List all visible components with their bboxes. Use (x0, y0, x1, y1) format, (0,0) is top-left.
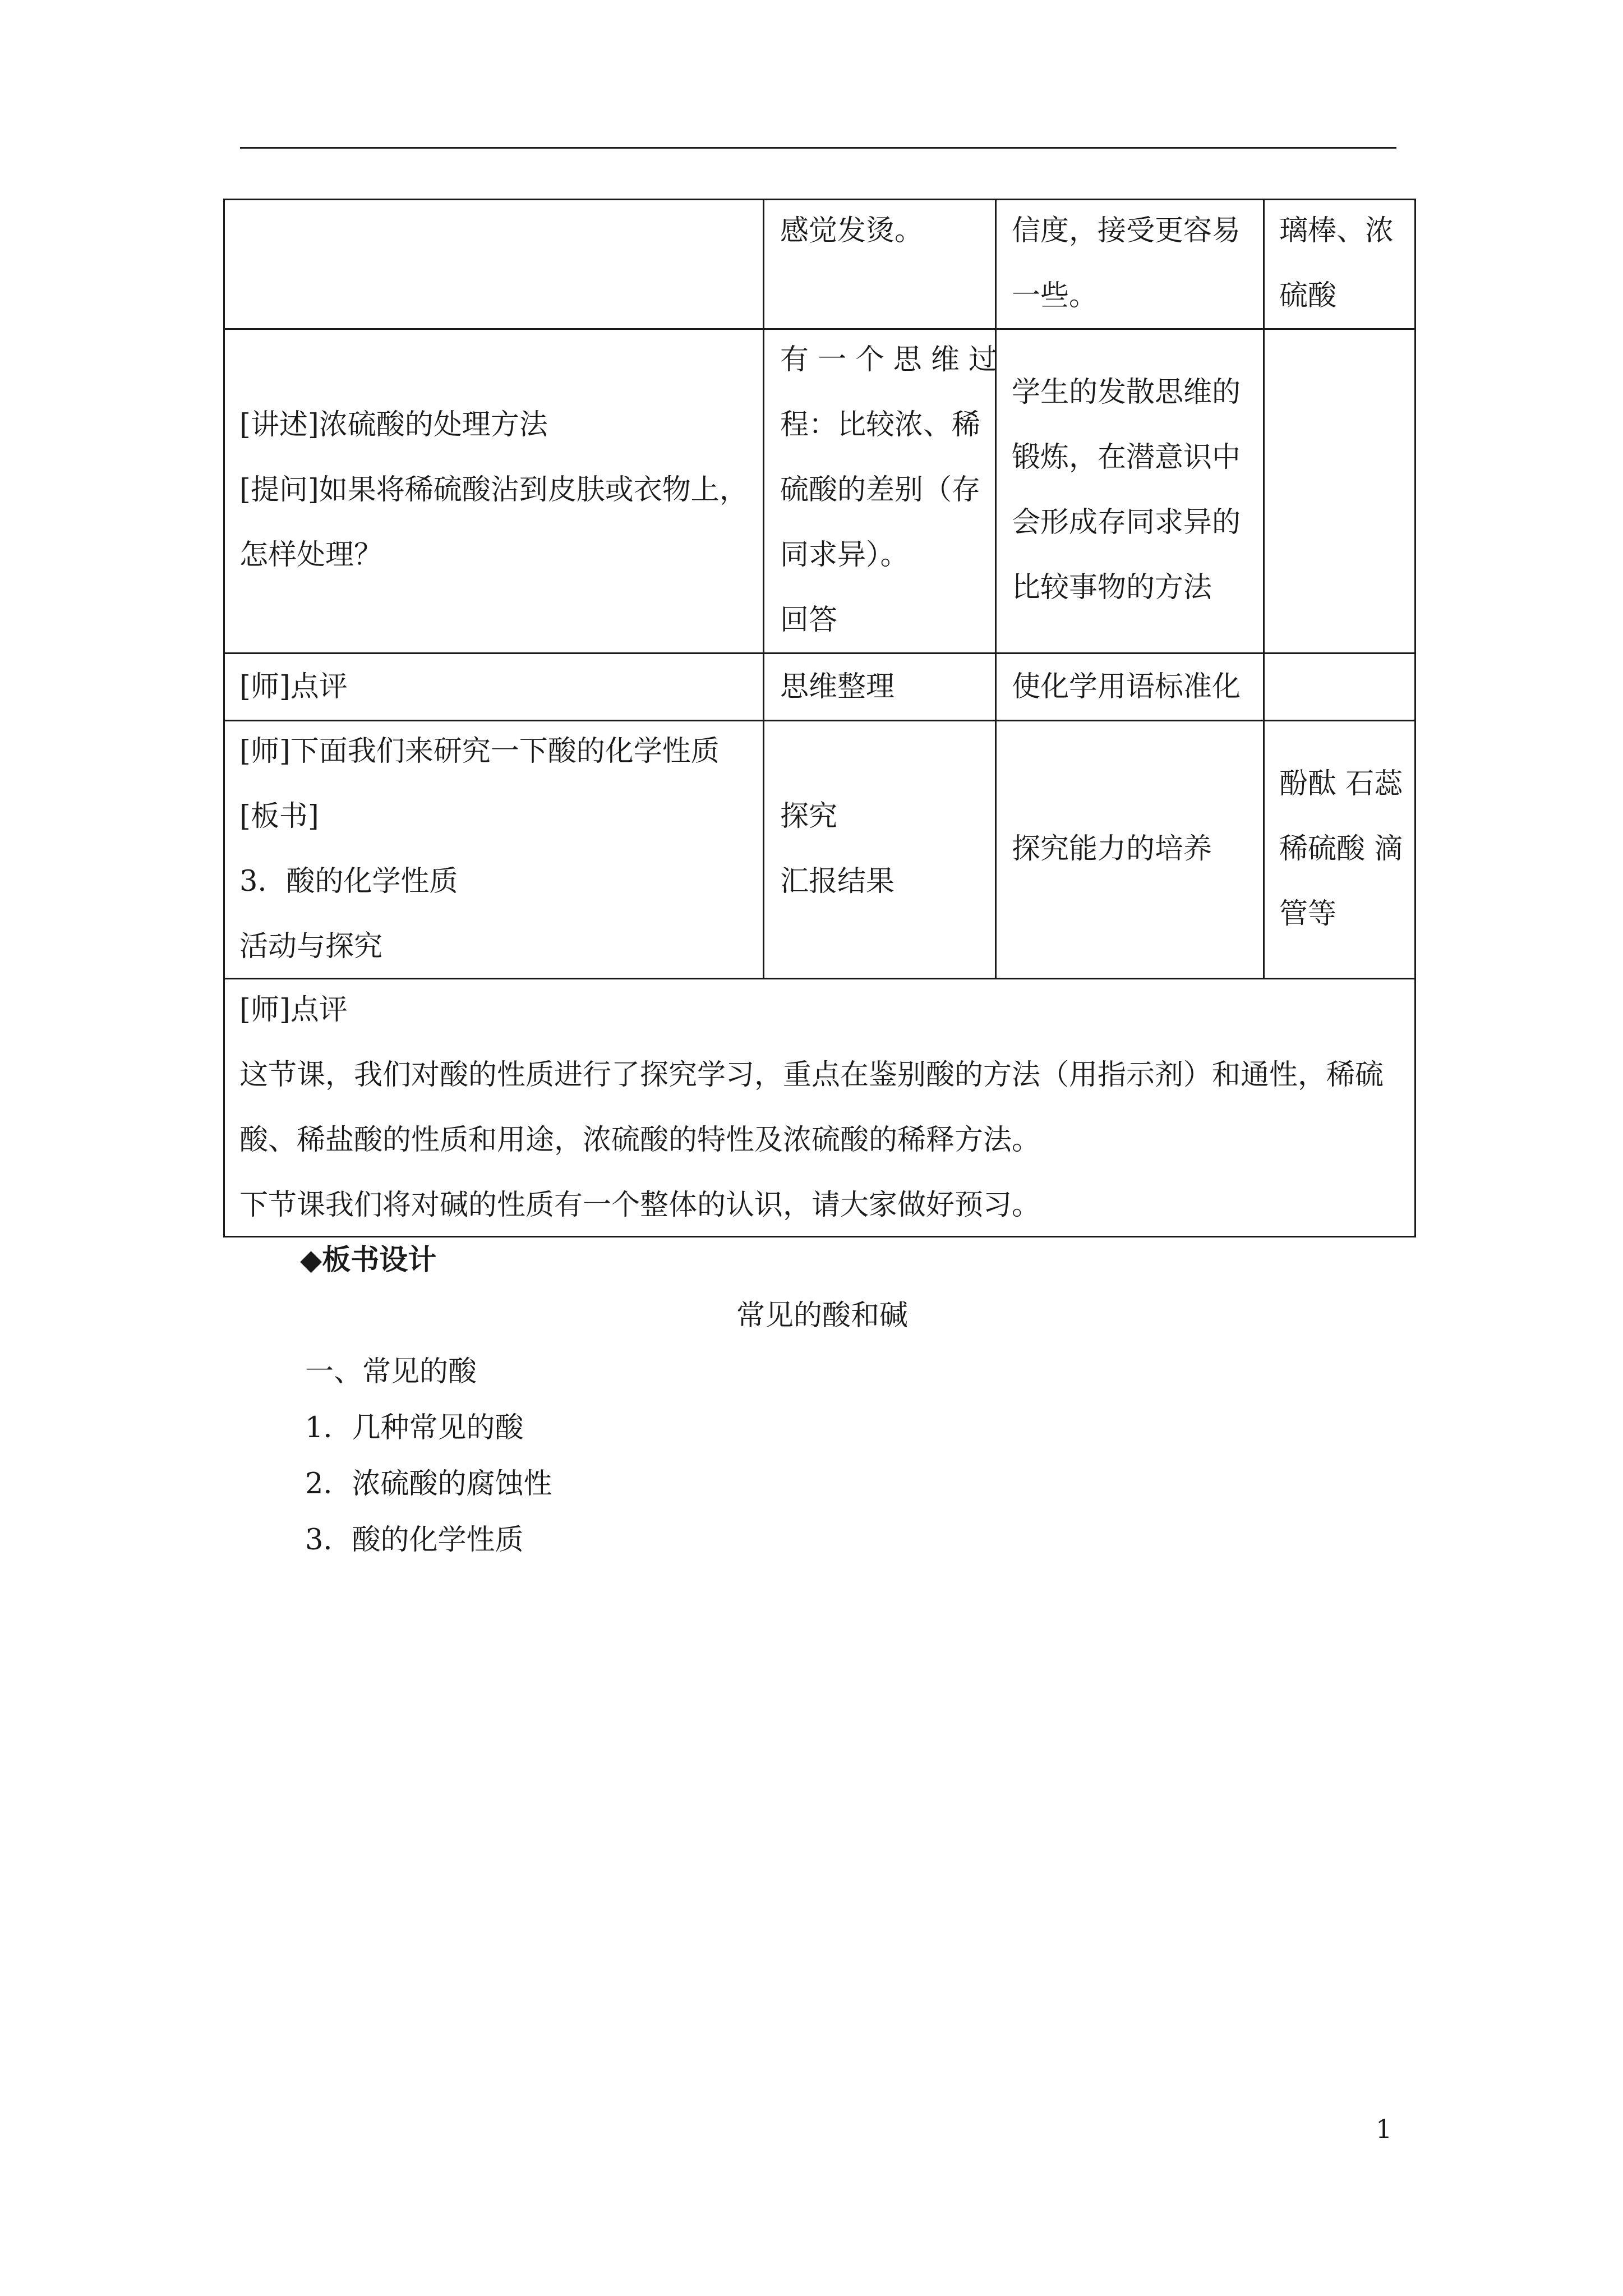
cell-text: 探究 (780, 800, 838, 833)
cell-text: 一些。 (1012, 279, 1098, 312)
table-row-divider (223, 328, 1415, 330)
cell-text: [师]点评 (239, 670, 348, 703)
cell-text: 信度，接受更容易 (1012, 214, 1241, 247)
cell-text: 硫酸的差别（存 (780, 473, 981, 507)
board-item: 2．浓硫酸的腐蚀性 (305, 1467, 552, 1501)
table-border-bottom (223, 1236, 1415, 1237)
table-row-divider (223, 720, 1415, 721)
cell-text: 有 一 个 思 维 过 (780, 343, 998, 376)
header-rule (240, 147, 1396, 149)
cell-text: 管等 (1279, 898, 1337, 931)
table-border-top (223, 199, 1415, 200)
table-column-divider (763, 199, 764, 979)
cell-text: [提问]如果将稀硫酸沾到皮肤或衣物上， (239, 473, 748, 507)
board-item: 3．酸的化学性质 (305, 1524, 524, 1557)
cell-text: 酚酞 石蕊 (1279, 767, 1403, 800)
cell-text: 探究能力的培养 (1012, 832, 1212, 866)
summary-text: [师]点评 (239, 993, 348, 1027)
cell-text: 思维整理 (780, 670, 895, 703)
cell-text: 比较事物的方法 (1012, 571, 1212, 604)
board-title: 常见的酸和碱 (736, 1299, 909, 1332)
table-border-right (1414, 199, 1416, 1237)
cell-text: 感觉发烫。 (780, 214, 924, 247)
cell-text: [板书] (239, 800, 319, 833)
cell-text: 学生的发散思维的 (1012, 376, 1241, 409)
cell-text: 同求异）。 (780, 539, 909, 572)
table-column-divider (995, 199, 997, 979)
summary-text: 下节课我们将对碱的性质有一个整体的认识，请大家做好预习。 (239, 1189, 1041, 1222)
cell-text: [师]下面我们来研究一下酸的化学性质 (239, 735, 720, 768)
cell-text: 璃棒、浓 (1279, 214, 1394, 247)
cell-text: 回答 (780, 604, 838, 637)
cell-text: 稀硫酸 滴 (1279, 832, 1403, 866)
cell-text: 程：比较浓、稀 (780, 408, 981, 441)
cell-text: 怎样处理？ (239, 539, 383, 572)
cell-text: 活动与探究 (239, 930, 383, 963)
cell-text: 锻炼，在潜意识中 (1012, 441, 1241, 474)
cell-text: 3．酸的化学性质 (239, 865, 458, 898)
summary-text: 酸、稀盐酸的性质和用途，浓硫酸的特性及浓硫酸的稀释方法。 (239, 1124, 1041, 1157)
cell-text: 硫酸 (1279, 279, 1337, 312)
summary-text: 这节课，我们对酸的性质进行了探究学习，重点在鉴别酸的方法（用指示剂）和通性，稀硫 (239, 1059, 1384, 1092)
board-item: 一、常见的酸 (305, 1355, 477, 1388)
cell-text: 汇报结果 (780, 865, 895, 898)
table-column-divider (1263, 199, 1265, 979)
table-border-left (223, 199, 225, 1237)
cell-text: [讲述]浓硫酸的处理方法 (239, 408, 548, 441)
board-item: 1．几种常见的酸 (305, 1411, 524, 1444)
cell-text: 使化学用语标准化 (1012, 670, 1241, 703)
board-design-heading: ◆板书设计 (300, 1243, 437, 1277)
cell-text: 会形成存同求异的 (1012, 506, 1241, 539)
table-row-divider (223, 652, 1415, 654)
page-number: 1 (1376, 2114, 1393, 2144)
table-row-divider (223, 978, 1415, 979)
